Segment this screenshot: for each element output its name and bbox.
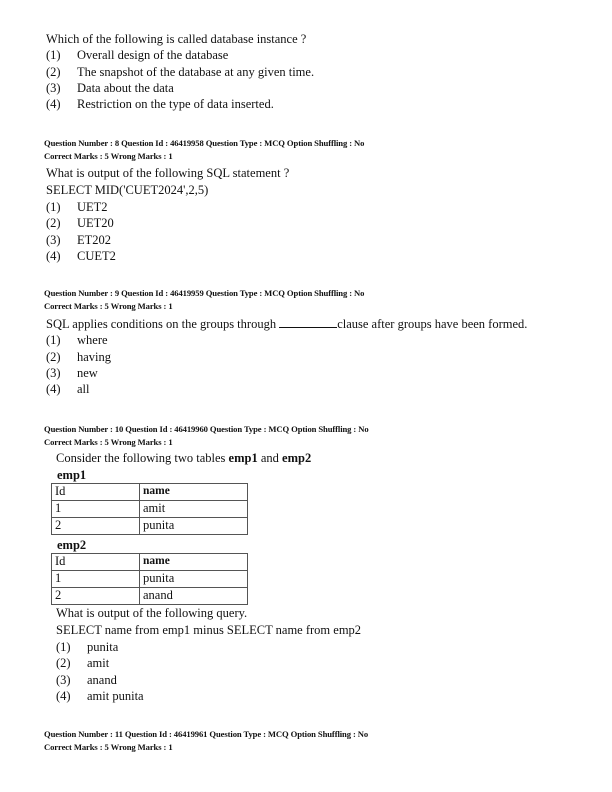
q7-option-4: Restriction on the type of data inserted.	[77, 97, 274, 111]
fill-in-blank	[279, 317, 337, 328]
q7-option-1-num: (1)	[46, 48, 61, 62]
q9-option-4-num: (4)	[46, 382, 61, 396]
q10-intro-emp1: emp1	[228, 451, 258, 465]
q10-intro	[56, 451, 311, 465]
q10-option-2: amit	[87, 656, 110, 670]
q8-code: SELECT MID('CUET2024',2,5)	[46, 183, 209, 197]
header-id: Id	[52, 554, 140, 571]
table-header-row	[52, 484, 248, 501]
q8-meta-2: Correct Marks : 5 Wrong Marks : 1	[44, 151, 173, 161]
table-emp1	[51, 483, 248, 535]
header-name: name	[140, 484, 248, 501]
q7-option-2-num: (2)	[46, 65, 61, 79]
table-row	[52, 588, 248, 605]
q8-option-1: UET2	[77, 200, 108, 214]
q9-meta-2: Correct Marks : 5 Wrong Marks : 1	[44, 301, 173, 311]
cell-id: 1	[52, 571, 140, 588]
cell-name: punita	[140, 518, 248, 535]
q9-option-2-num: (2)	[46, 350, 61, 364]
q9-option-1-num: (1)	[46, 333, 61, 347]
q8-option-3-num: (3)	[46, 233, 61, 247]
cell-id: 1	[52, 501, 140, 518]
q7-option-3: Data about the data	[77, 81, 174, 95]
cell-name: anand	[140, 588, 248, 605]
q8-option-2: UET20	[77, 216, 114, 230]
q10-intro-emp2: emp2	[282, 451, 312, 465]
table1-title: emp1	[57, 468, 87, 482]
q10-option-3: anand	[87, 673, 117, 687]
header-name: name	[140, 554, 248, 571]
q8-option-1-num: (1)	[46, 200, 61, 214]
q9-option-3: new	[77, 366, 98, 380]
q10-option-2-num: (2)	[56, 656, 71, 670]
q10-code: SELECT name from emp1 minus SELECT name from emp2	[56, 623, 362, 637]
header-id: Id	[52, 484, 140, 501]
q8-meta-1: Question Number : 8 Question Id : 46419958 Question Type : MCQ Option Shuffling : No	[44, 138, 365, 148]
q10-intro-and: and	[257, 451, 283, 465]
q10-option-4-num: (4)	[56, 689, 71, 703]
cell-id: 2	[52, 518, 140, 535]
q7-option-2: The snapshot of the database at any given time.	[77, 65, 315, 79]
q9-option-2: having	[77, 350, 112, 364]
q8-option-3: ET202	[77, 233, 112, 247]
q7-option-4-num: (4)	[46, 97, 61, 111]
q7-option-1: Overall design of the database	[77, 48, 229, 62]
q10-meta-2: Correct Marks : 5 Wrong Marks : 1	[44, 437, 173, 447]
table2-title: emp2	[57, 538, 87, 552]
q9-text-after: clause after groups have been formed.	[337, 317, 528, 331]
q9-meta-1: Question Number : 9 Question Id : 46419959 Question Type : MCQ Option Shuffling : No	[44, 288, 365, 298]
cell-name: amit	[140, 501, 248, 518]
q9-text-before: SQL applies conditions on the groups through	[46, 317, 280, 331]
table-row	[52, 518, 248, 535]
q11-meta-2: Correct Marks : 5 Wrong Marks : 1	[44, 742, 173, 752]
q8-option-4: CUET2	[77, 249, 116, 263]
q9-text	[46, 317, 527, 331]
q8-text: What is output of the following SQL statement ?	[46, 166, 290, 180]
q10-option-1-num: (1)	[56, 640, 71, 654]
q9-option-4: all	[77, 382, 90, 396]
q9-option-1: where	[77, 333, 108, 347]
q9-option-3-num: (3)	[46, 366, 61, 380]
cell-id: 2	[52, 588, 140, 605]
q10-intro-text: Consider the following two tables	[56, 451, 229, 465]
q7-text: Which of the following is called database instance ?	[46, 32, 307, 46]
table-header-row	[52, 554, 248, 571]
q10-option-3-num: (3)	[56, 673, 71, 687]
q10-option-1: punita	[87, 640, 119, 654]
q10-meta-1: Question Number : 10 Question Id : 46419960 Question Type : MCQ Option Shuffling : No	[44, 424, 369, 434]
q8-option-4-num: (4)	[46, 249, 61, 263]
q8-option-2-num: (2)	[46, 216, 61, 230]
table-emp2	[51, 553, 248, 605]
q10-text: What is output of the following query.	[56, 606, 248, 620]
q10-option-4: amit punita	[87, 689, 144, 703]
table-row	[52, 571, 248, 588]
cell-name: punita	[140, 571, 248, 588]
table-row	[52, 501, 248, 518]
q7-option-3-num: (3)	[46, 81, 61, 95]
q11-meta-1: Question Number : 11 Question Id : 46419961 Question Type : MCQ Option Shuffling : No	[44, 729, 369, 739]
